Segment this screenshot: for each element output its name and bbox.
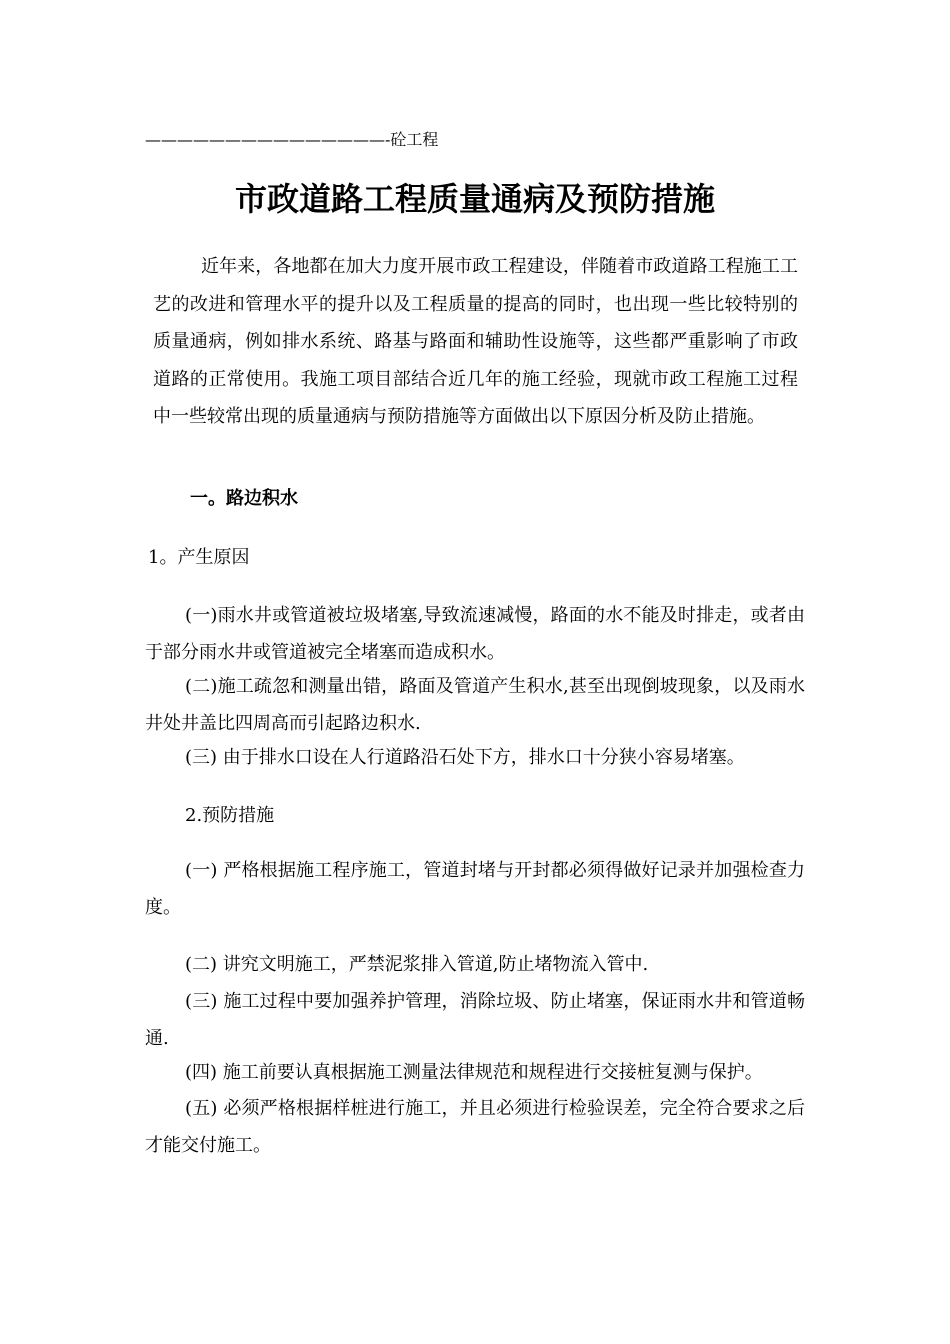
prevention-item-1: (一) 严格根据施工程序施工，管道封堵与开封都必须得做好记录并加强检查力度。 xyxy=(145,860,805,918)
intro-paragraph: 近年来，各地都在加大力度开展市政工程建设，伴随着市政道路工程施工工艺的改进和管理水平的提升以及工程质量的提高的同时，也出现一些比较特别的质量通病，例如排水系统、路基与路面和辅助性设施等，这些都严重影响了市政道路的正常使用。我施工项目部结合近几年的施工经验，现就市政工程施工过程中一些较常出现的质量通病与预防措施等方面做出以下原因分析及防止措施。 xyxy=(153,256,798,428)
running-header: ———————————————-砼工程 xyxy=(145,130,439,149)
prevention-subheading: 2.预防措施 xyxy=(185,805,275,826)
cause-item-3: (三) 由于排水口设在人行道路沿石处下方，排水口十分狭小容易堵塞。 xyxy=(185,747,745,768)
prevention-item-3: (三) 施工过程中要加强养护管理，消除垃圾、防止堵塞，保证雨水井和管道畅通. xyxy=(145,991,805,1049)
cause-item-1: (一)雨水井或管道被垃圾堵塞,导致流速减慢，路面的水不能及时排走，或者由于部分雨水井或管道被完全堵塞而造成积水。 xyxy=(145,605,805,663)
prevention-item-5: (五) 必须严格根据样桩进行施工，并且必须进行检验误差，完全符合要求之后才能交付施工。 xyxy=(145,1098,805,1156)
document-title: 市政道路工程质量通病及预防措施 xyxy=(234,180,715,218)
cause-item-2: (二)施工疏忽和测量出错，路面及管道产生积水,甚至出现倒坡现象，以及雨水井处井盖比四周高而引起路边积水. xyxy=(145,676,805,734)
prevention-item-4: (四) 施工前要认真根据施工测量法律规范和规程进行交接桩复测与保护。 xyxy=(185,1062,763,1083)
prevention-item-2: (二) 讲究文明施工，严禁泥浆排入管道,防止堵物流入管中. xyxy=(185,954,649,975)
section-heading: 一。路边积水 xyxy=(190,488,298,509)
cause-subheading: 1。产生原因 xyxy=(148,547,250,568)
